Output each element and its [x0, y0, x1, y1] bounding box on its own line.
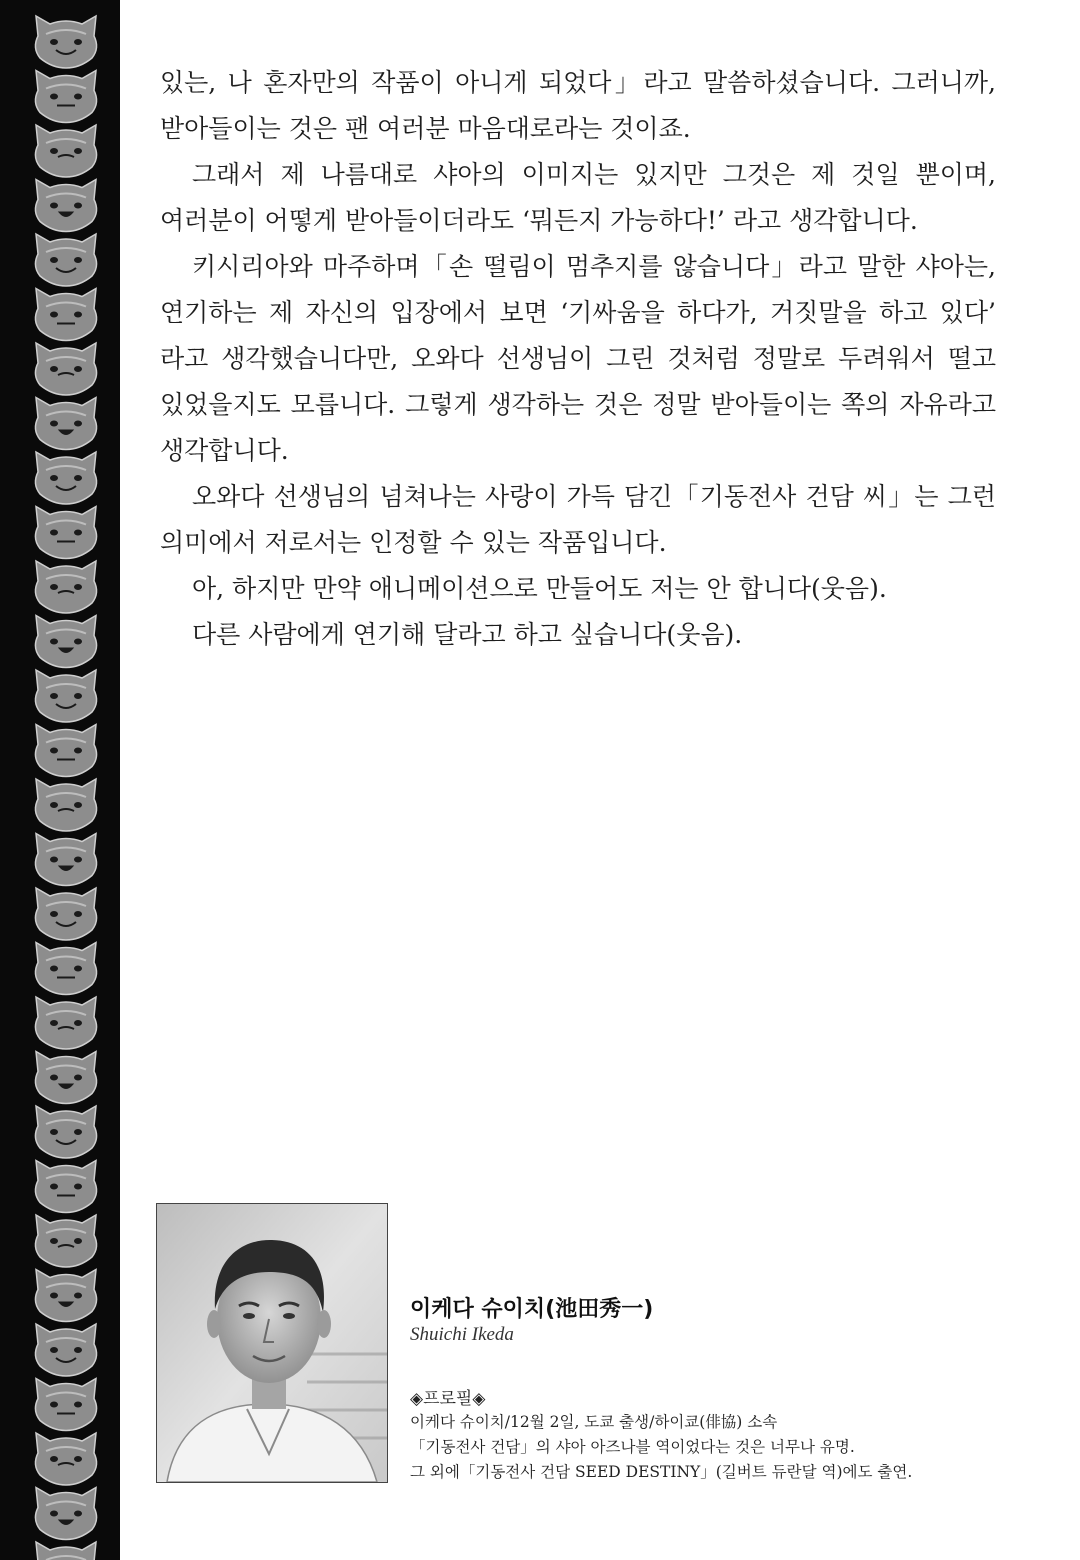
cat-face-icon	[35, 289, 96, 341]
cat-face-icon	[35, 1052, 96, 1104]
profile-line: 「기동전사 건담」의 샤아 아즈나블 역이었다는 것은 너무나 유명.	[410, 1438, 855, 1456]
cat-face-icon	[35, 1215, 96, 1267]
cat-face-icon	[35, 1161, 96, 1213]
paragraph: 있는, 나 혼자만의 작품이 아니게 되었다」라고 말씀하셨습니다. 그러니까, 받아들이는 것은 팬 여러분 마음대로라는 것이죠.	[160, 68, 996, 143]
profile-heading: ◈프로필◈	[410, 1389, 486, 1409]
cat-face-icon	[35, 1270, 96, 1322]
paragraph: 오와다 선생님의 넘쳐나는 사랑이 가득 담긴「기동전사 건담 씨」는 그런 의미에서 저로서는 인정할 수 있는 작품입니다.	[160, 482, 996, 557]
decorative-sidebar	[0, 0, 120, 1560]
cat-face-icon	[35, 779, 96, 831]
cat-face-icon	[35, 125, 96, 177]
cat-face-icon	[35, 1433, 96, 1485]
cat-face-icon	[35, 561, 96, 613]
cat-face-icon	[35, 452, 96, 504]
cat-face-icon	[35, 834, 96, 886]
paragraph: 키시리아와 마주하며「손 떨림이 멈추지를 않습니다」라고 말한 샤아는, 연기하는 제 자신의 입장에서 보면 ‘기싸움을 하다가, 거짓말을 하고 있다’ 라고 생각했습니다만, 오와다 선생님이 그린 것처럼 정말로 두려워서 떨고 있었을지도 모릅니다. 그렇게 생각하는 것은 정말 받아들이는 쪽의 자유라고 생각합니다.	[160, 252, 996, 465]
profile-name: 이케다 슈이치(池田秀一)	[410, 1297, 654, 1322]
profile-name-roman: Shuichi Ikeda	[410, 1324, 514, 1345]
cat-face-icon	[35, 943, 96, 995]
cat-face-icon	[35, 398, 96, 450]
portrait-photo	[156, 1203, 388, 1483]
paragraph: 아, 하지만 만약 애니메이션으로 만들어도 저는 안 합니다(웃음).	[192, 574, 887, 603]
cat-face-icon	[35, 1106, 96, 1158]
cat-face-icon	[35, 670, 96, 722]
cat-face-icon	[35, 71, 96, 123]
cat-face-icon	[35, 1324, 96, 1376]
paragraph: 그래서 제 나름대로 샤아의 이미지는 있지만 그것은 제 것일 뿐이며, 여러분이 어떻게 받아들이더라도 ‘뭐든지 가능하다!’ 라고 생각합니다.	[160, 160, 996, 235]
cat-face-icon-strip	[0, 0, 120, 1560]
profile-line: 그 외에「기동전사 건담 SEED DESTINY」(길버트 듀란달 역)에도 출연.	[410, 1463, 913, 1481]
cat-face-icon	[35, 1488, 96, 1540]
cat-face-icon	[35, 507, 96, 559]
cat-face-icon	[35, 888, 96, 940]
cat-face-icon	[35, 16, 96, 68]
profile-details	[410, 1410, 1030, 1485]
cat-face-icon	[35, 1379, 96, 1431]
cat-face-icon	[35, 997, 96, 1049]
cat-face-icon	[35, 1542, 96, 1560]
cat-face-icon	[35, 234, 96, 286]
portrait-illustration	[157, 1204, 387, 1482]
profile-line: 이케다 슈이치/12월 2일, 도쿄 출생/하이쿄(俳協) 소속	[410, 1413, 778, 1431]
paragraph: 다른 사람에게 연기해 달라고 하고 싶습니다(웃음).	[192, 620, 743, 649]
cat-face-icon	[35, 180, 96, 232]
article-body	[160, 60, 996, 658]
cat-face-icon	[35, 725, 96, 777]
cat-face-icon	[35, 343, 96, 395]
cat-face-icon	[35, 616, 96, 668]
